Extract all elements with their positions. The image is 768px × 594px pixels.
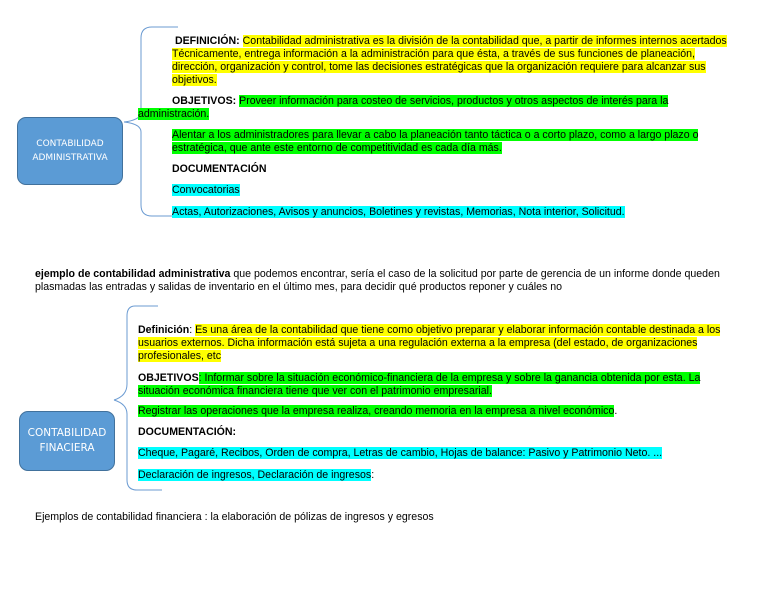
admin-doc-2 — [172, 206, 625, 219]
fin-definicion-text: Es una área de la contabilidad que tiene como objetivo preparar y elaborar información contable destinada a los usuarios externos. Dicha información está sujeta a una regulación externa a la empresa (del estado, de organizaciones profesionales, etc — [138, 324, 721, 362]
fin-objetivos-text2: Registrar las operaciones que la empresa realiza, creando memoria en la empresa a nivel económico — [138, 405, 615, 417]
admin-objetivos-text1: Proveer información para costeo de servicios, productos y otros aspectos de interés para la administración. — [138, 95, 669, 120]
ejemplo-admin-bold: ejemplo de contabilidad administrativa — [35, 268, 231, 280]
admin-definicion — [172, 35, 742, 87]
admin-definicion-label: DEFINICIÓN: — [174, 35, 240, 47]
fin-objetivos-2 — [138, 405, 738, 418]
admin-definicion-text: Contabilidad administrativa es la división de la contabilidad que, a partir de informes internos acertados Técnicamente, entrega información a la administración para que ésta, a través de sus funciones de planeación, dirección, organización y control, tome las decisiones estratégicas que la organización requiere para alcanzar sus objetivos. — [172, 35, 727, 86]
fin-doc2-text: Declaración de ingresos, Declaración de ingresos — [138, 469, 372, 481]
fin-doc1-text: Cheque, Pagaré, Recibos, Orden de compra, Letras de cambio, Hojas de balance: Pasivo y Patrimonio Neto. ... — [138, 447, 663, 459]
fin-documentacion-label: DOCUMENTACIÓN: — [138, 426, 237, 438]
ejemplo-admin — [35, 268, 735, 294]
node-fin-label: CONTABILIDAD FINACIERA — [27, 427, 107, 454]
admin-brace-bottom — [124, 122, 172, 216]
admin-objetivos-label: OBJETIVOS: — [172, 95, 237, 107]
node-contabilidad-administrativa — [17, 117, 123, 185]
fin-definicion — [138, 324, 738, 363]
ejemplo-fin — [35, 511, 434, 524]
admin-doc2-text: Actas, Autorizaciones, Avisos y anuncios, Boletines y revistas, Memorias, Nota interior, Solicitud. — [172, 206, 625, 218]
fin-objetivos-1 — [138, 372, 728, 398]
ejemplo-admin-text: que podemos encontrar, sería el caso de la solicitud por parte de gerencia de un informe donde queden plasmadas las entradas y salidas de inventario en el último mes, para decidir qué productos reponer y cuáles no — [35, 268, 720, 293]
admin-objetivos-1 — [138, 95, 698, 121]
fin-objetivos-text2-end: . — [614, 405, 618, 417]
ejemplo-fin-text: Ejemplos de contabilidad financiera : la elaboración de pólizas de ingresos y egresos — [35, 511, 434, 523]
fin-doc-2 — [138, 469, 374, 482]
fin-definicion-colon: : — [189, 324, 196, 336]
fin-objetivos-label: OBJETIVOS — [138, 372, 199, 384]
fin-doc2-end: : — [371, 469, 375, 481]
node-admin-label: CONTABILIDAD ADMINISTRATIVA — [32, 139, 108, 163]
admin-doc1-text: Convocatorias — [172, 184, 240, 196]
admin-objetivos-text2: Alentar a los administradores para llevar a cabo la planeación tanto táctica o a corto plazo, como a largo plazo o estratégica, que ante este entorno de competitividad es cada día más. — [172, 129, 699, 154]
node-contabilidad-financiera — [19, 411, 115, 471]
fin-objetivos-text1: : Informar sobre la situación económico-financiera de la empresa y sobre la ganancia obtenida por esta. La situación económica financiera tiene que ver con el patrimonio empresarial. — [138, 372, 701, 397]
admin-objetivos-2 — [172, 129, 732, 155]
fin-doc-1 — [138, 447, 662, 460]
fin-definicion-label: Definición — [138, 324, 190, 336]
admin-doc-1 — [172, 184, 240, 197]
admin-documentacion-label: DOCUMENTACIÓN — [172, 163, 267, 175]
